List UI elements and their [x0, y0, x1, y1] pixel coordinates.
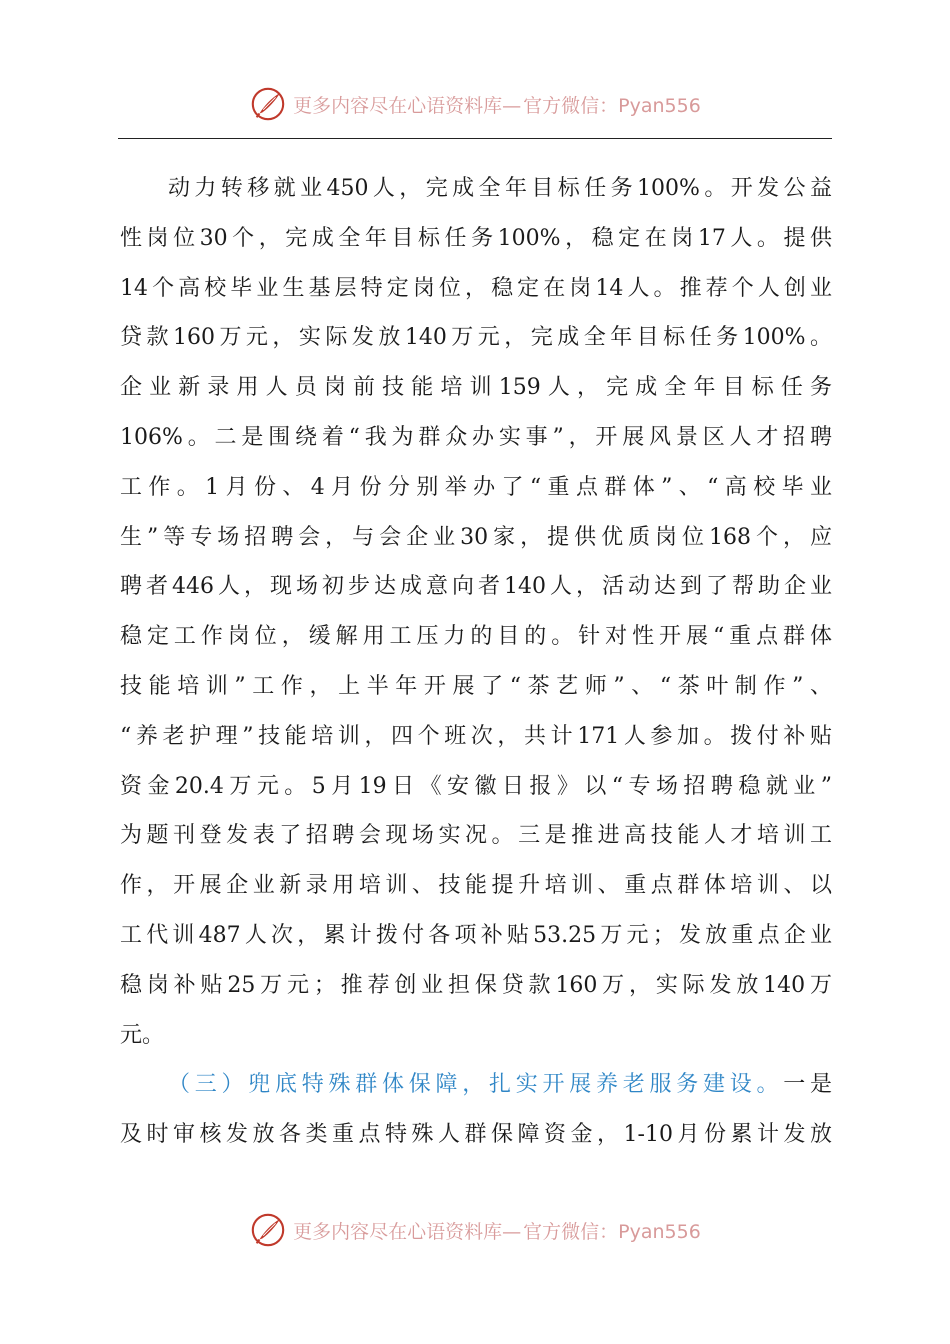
text-line: 稳定工作岗位，缓解用工压力的目的。针对性开展“重点群体 — [120, 624, 832, 650]
section-heading: （三）兜底特殊群体保障，扎实开展养老服务建设。 — [168, 1072, 784, 1098]
text-line: 生”等专场招聘会，与会企业30家，提供优质岗位168个，应 — [120, 524, 832, 550]
text-line: 动力转移就业450人，完成全年目标任务100%。开发公益 — [168, 176, 832, 201]
quill-logo-icon — [249, 85, 287, 123]
text-line: 106%。二是围绕着“我为群众办实事”，开展风景区人才招聘 — [120, 424, 832, 450]
text-line: “养老护理”技能培训，四个班次，共计171人参加。拨付补贴 — [120, 723, 832, 749]
text-line: 14个高校毕业生基层特定岗位，稳定在岗14人。推荐个人创业 — [120, 275, 832, 301]
text-line: 稳岗补贴25万元；推荐创业担保贷款160万，实际发放140万 — [120, 972, 832, 998]
text-line: 技能培训”工作，上半年开展了“茶艺师”、“茶叶制作”、 — [120, 673, 832, 699]
text-line: 作，开展企业新录用培训、技能提升培训、重点群体培训、以 — [120, 873, 832, 899]
text-line: 企业新录用人员岗前技能培训159人，完成全年目标任务 — [120, 375, 832, 401]
text-line: 性岗位30个，完成全年目标任务100%，稳定在岗17人。提供 — [120, 225, 832, 251]
text-line: 聘者446人，现场初步达成意向者140人，活动达到了帮助企业 — [120, 574, 832, 600]
watermark-banner-bottom — [0, 1210, 950, 1250]
text-line: 元。 — [120, 1022, 165, 1048]
text-line: 及时审核发放各类重点特殊人群保障资金，1-10月份累计发放 — [120, 1122, 832, 1148]
quill-logo-icon — [249, 1211, 287, 1249]
section-heading-line — [120, 1060, 832, 1110]
banner-text: 更多内容尽在心语资料库— — [293, 94, 522, 117]
watermark-banner-top — [0, 84, 950, 124]
text-line: 工代训487人次，累计拨付各项补贴53.25万元；发放重点企业 — [120, 922, 832, 948]
banner-wechat: 官方微信：Pyan556 — [523, 94, 701, 117]
text-line: 工作。1月份、4月份分别举办了“重点群体”、“高校毕业 — [120, 474, 832, 500]
text-line: 为题刊登发表了招聘会现场实况。三是推进高技能人才培训工 — [120, 823, 832, 849]
body-text — [120, 164, 832, 1160]
text-line: 资金20.4万元。5月19日《安徽日报》以“专场招聘稳就业” — [120, 773, 832, 799]
banner-text: 更多内容尽在心语资料库— — [293, 1220, 522, 1243]
text-line: 贷款160万元，实际发放140万元，完成全年目标任务100%。 — [120, 325, 832, 351]
header-divider — [118, 138, 832, 139]
banner-wechat: 官方微信：Pyan556 — [523, 1220, 701, 1243]
section-heading-rest: 一是 — [783, 1072, 832, 1098]
